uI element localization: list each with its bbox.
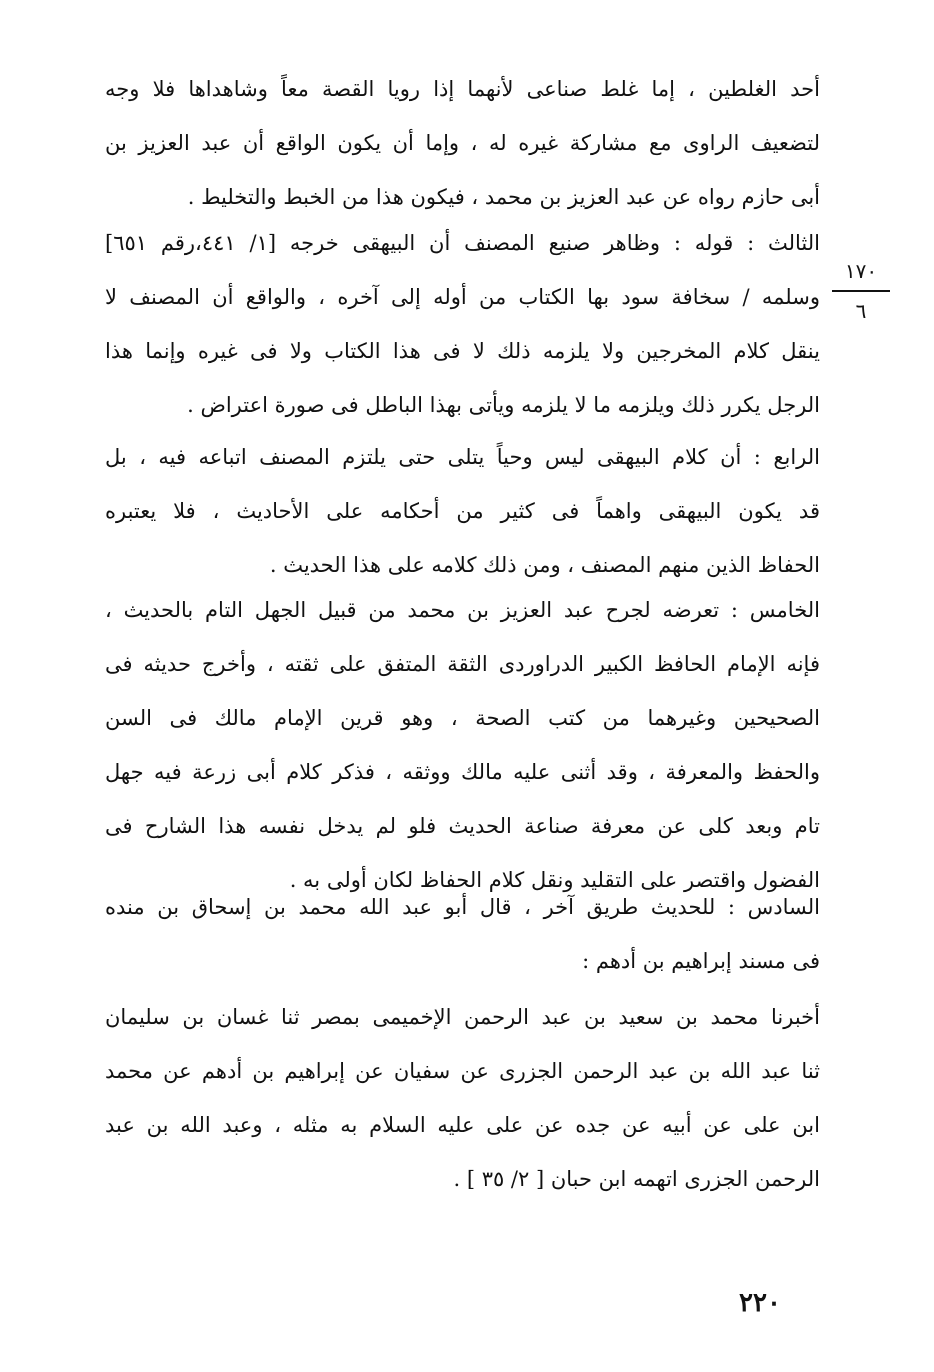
text-line: الرابع : أن كلام البيهقى ليس وحياً يتلى حتى يلتزم المصنف اتباعه فيه ، بل (105, 445, 820, 469)
text-line: وسلمه / سخافة سود بها الكتاب من أوله إلى آخره ، والواقع أن المصنف لا (105, 285, 820, 309)
margin-reference-bottom: ٦ (855, 299, 867, 323)
text-line: أحد الغلطين ، إما غلط صناعى لأنهما إذا رويا القصة معاً وشاهداها فلا وجه (105, 77, 820, 101)
margin-reference-rule (832, 290, 890, 292)
text-line: الثالث : قوله : وظاهر صنيع المصنف أن البيهقى خرجه [١/ ٤٤١،رقم ٦٥١] (105, 231, 820, 255)
margin-reference (832, 258, 890, 324)
text-line: ابن على عن أبيه عن جده عن على عليه السلام به مثله ، وعبد الله بن عبد (105, 1113, 820, 1137)
paragraph-6 (105, 990, 820, 1206)
text-line: قد يكون البيهقى واهماً فى كثير من أحكامه على الأحاديث ، فلا يعتبره (105, 499, 820, 523)
text-line: فى مسند إبراهيم بن أدهم : (582, 949, 820, 973)
text-line: الرحمن الجزرى اتهمه ابن حبان [ ٢/ ٣٥ ] . (453, 1167, 820, 1191)
text-line: الفضول واقتصر على التقليد ونقل كلام الحفاظ لكان أولى به . (289, 868, 820, 892)
page-number: ٢٢٠ (739, 1288, 781, 1318)
text-line: والحفظ والمعرفة ، وقد أثنى عليه مالك ووثقه ، فذكر كلام أبى زرعة فيه جهل (105, 760, 820, 784)
text-line: الحفاظ الذين منهم المصنف ، ومن ذلك كلامه على هذا الحديث . (269, 553, 820, 577)
text-line: لتضعيف الراوى مع مشاركة غيره له ، وإما أن يكون الواقع أن عبد العزيز بن (105, 131, 820, 155)
paragraph-1 (105, 62, 820, 224)
paragraph-3 (105, 430, 820, 592)
text-line: ثنا عبد الله بن عبد الرحمن الجزرى عن سفيان عن إبراهيم بن أدهم عن محمد (105, 1059, 820, 1083)
text-line: الخامس : تعرضه لجرح عبد العزيز بن محمد من قبيل الجهل التام بالحديث ، (105, 598, 820, 622)
text-line: فإنه الإمام الحافظ الكبير الدراوردى الثقة المتفق على ثقته ، وأخرج حديثه فى (105, 652, 820, 676)
text-line: ينقل كلام المخرجين ولا يلزمه ذلك لا فى هذا الكتاب ولا فى غيره وإنما هذا (105, 339, 820, 363)
paragraph-4 (105, 583, 820, 907)
text-line: أبى حازم رواه عن عبد العزيز بن محمد ، فيكون هذا من الخبط والتخليط . (187, 185, 820, 209)
text-line: تام وبعد كلى عن معرفة صناعة الحديث فلو لم يدخل نفسه هذا الشارح فى (105, 814, 820, 838)
text-line: الصحيحين وغيرهما من كتب الصحة ، وهو قرين الإمام مالك فى السن (105, 706, 820, 730)
text-line: أخبرنا محمد بن سعيد بن عبد الرحمن الإخميمى بمصر ثنا غسان بن سليمان (105, 1005, 820, 1029)
text-line: الرجل يكرر ذلك ويلزمه ما لا يلزمه ويأتى بهذا الباطل فى صورة اعتراض . (187, 393, 820, 417)
margin-reference-top: ١٧٠ (844, 259, 878, 283)
text-line: السادس : للحديث طريق آخر ، قال أبو عبد الله محمد بن إسحاق بن منده (105, 895, 820, 919)
paragraph-2 (105, 216, 820, 432)
paragraph-5 (105, 880, 820, 988)
